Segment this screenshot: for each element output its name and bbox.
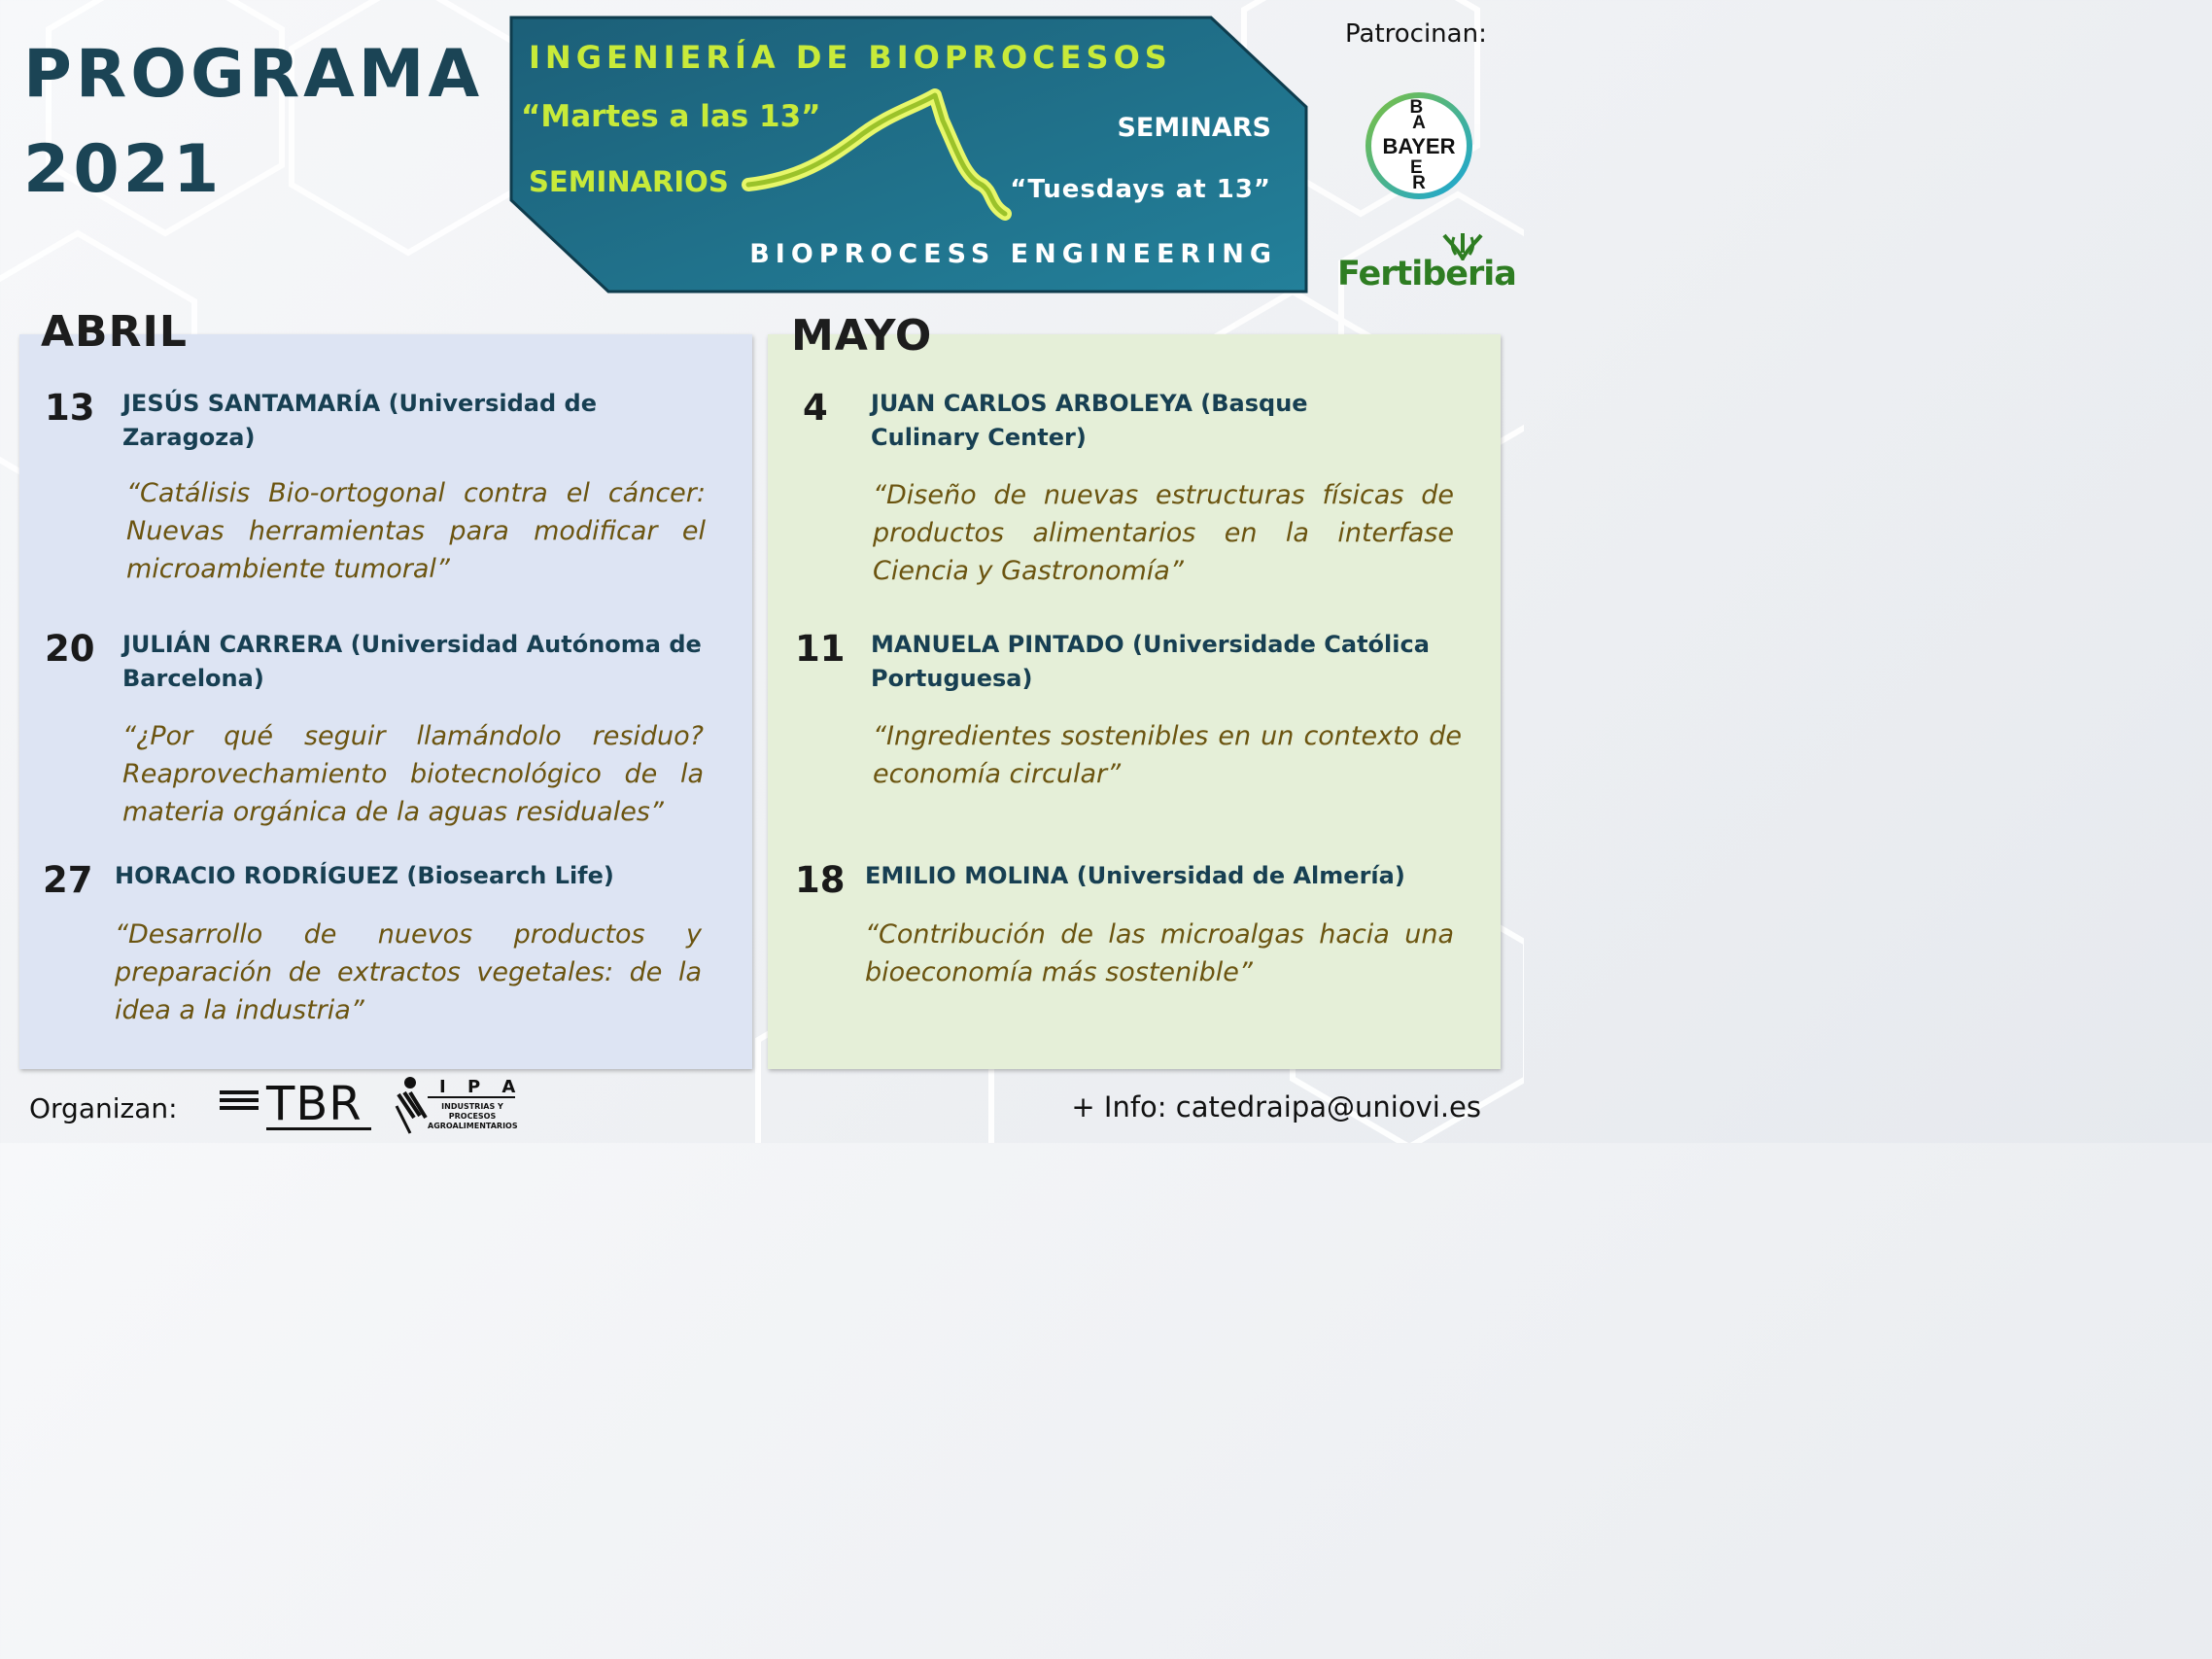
page-title-year: 2021	[23, 131, 224, 208]
speaker-affiliation: (Universidad de Zaragoza)	[122, 390, 597, 451]
event-speaker	[115, 859, 698, 893]
speaker-affiliation: (Universidad de Almería)	[1076, 862, 1405, 889]
banner-seminars-es: SEMINARIOS	[529, 165, 729, 198]
seminar-banner	[507, 14, 1310, 297]
banner-tagline-en: “Tuesdays at 13”	[1010, 175, 1271, 204]
speaker-affiliation: (Universidade Católica Portuguesa)	[871, 631, 1430, 692]
event-speaker	[871, 628, 1464, 696]
fertiberia-logo: Fertiberia	[1337, 255, 1516, 294]
event-speaker	[865, 859, 1464, 893]
banner-tagline-es: “Martes a las 13”	[521, 99, 821, 134]
event-speaker	[122, 628, 706, 696]
may-month-heading: MAYO	[791, 311, 933, 361]
more-info	[1071, 1090, 1481, 1123]
tbr-logo: TBR	[266, 1077, 363, 1131]
may-event-1	[803, 387, 1473, 601]
may-event-2	[795, 628, 1475, 803]
banner-title-en: BIOPROCESS ENGINEERING	[749, 239, 1277, 269]
may-event-3	[795, 859, 1475, 1015]
bayer-logo-vertical-top	[1409, 97, 1428, 133]
talk-title: “Catálisis Bio-ortogonal contra el cáncer: Nuevas herramientas para modificar el microambiente tumoral”	[126, 478, 706, 584]
talk-title: “Contribución de las microalgas hacia una bioeconomía más sostenible”	[865, 919, 1454, 987]
speaker-affiliation: (Biosearch Life)	[406, 862, 614, 889]
speaker-name: EMILIO MOLINA	[865, 862, 1069, 889]
speaker-affiliation: (Universidad Autónoma de Barcelona)	[122, 631, 702, 692]
event-day: 11	[795, 628, 846, 670]
speaker-name: HORACIO RODRÍGUEZ	[115, 862, 399, 889]
speaker-name: MANUELA PINTADO	[871, 631, 1124, 658]
bayer-logo-letter: A	[1412, 113, 1426, 133]
event-speaker	[122, 387, 696, 455]
talk-title: “¿Por qué seguir llamándolo residuo? Reaprovechamiento biotecnológico de la materia orgánica de la aguas residuales”	[122, 721, 704, 827]
event-day: 20	[45, 628, 95, 670]
banner-title-es: INGENIERÍA DE BIOPROCESOS	[529, 39, 1172, 76]
speaker-name: JESÚS SANTAMARÍA	[122, 390, 381, 417]
event-day: 13	[45, 387, 95, 429]
talk-title: “Desarrollo de nuevos productos y preparación de extractos vegetales: de la idea a la industria”	[115, 919, 702, 1025]
contact-email[interactable]: catedraipa@uniovi.es	[1175, 1090, 1481, 1123]
event-day: 18	[795, 859, 846, 901]
speaker-name: JUAN CARLOS ARBOLEYA	[871, 390, 1192, 417]
speaker-name: JULIÁN CARRERA	[122, 631, 343, 658]
april-event-2	[45, 628, 715, 832]
ipa-logo-subtitle: INDUSTRIAS Y PROCESOS AGROALIMENTARIOS	[428, 1102, 518, 1130]
speaker-affiliation: (Basque Culinary Center)	[871, 390, 1308, 451]
april-event-3	[43, 859, 713, 1034]
ipa-logo-title: I P A	[439, 1077, 524, 1097]
event-day: 4	[803, 387, 828, 429]
april-event-1	[45, 387, 715, 591]
event-speaker	[871, 387, 1415, 455]
more-info-label: + Info:	[1071, 1090, 1167, 1123]
bayer-logo	[1363, 89, 1475, 202]
talk-title: “Ingredientes sostenibles en un contexto de economía circular”	[873, 721, 1462, 789]
organizers-label: Organizan:	[29, 1092, 178, 1124]
page-title	[23, 27, 483, 218]
april-month-heading: ABRIL	[41, 307, 188, 357]
bayer-logo-vertical-bottom	[1410, 157, 1428, 193]
page-title-line1: PROGRAMA	[23, 36, 484, 113]
bayer-logo-letter: B	[1409, 97, 1424, 118]
banner-seminars-en: SEMINARS	[1117, 113, 1271, 143]
bayer-logo-letter: E	[1410, 157, 1423, 178]
talk-title: “Diseño de nuevas estructuras físicas de productos alimentarios en la interfase Ciencia y Gastronomía”	[873, 480, 1454, 586]
event-day: 27	[43, 859, 93, 901]
bayer-logo-letter: R	[1412, 173, 1426, 193]
bayer-logo-horizontal: BAYER	[1382, 134, 1456, 158]
sponsors-label: Patrocinan:	[1345, 19, 1487, 49]
